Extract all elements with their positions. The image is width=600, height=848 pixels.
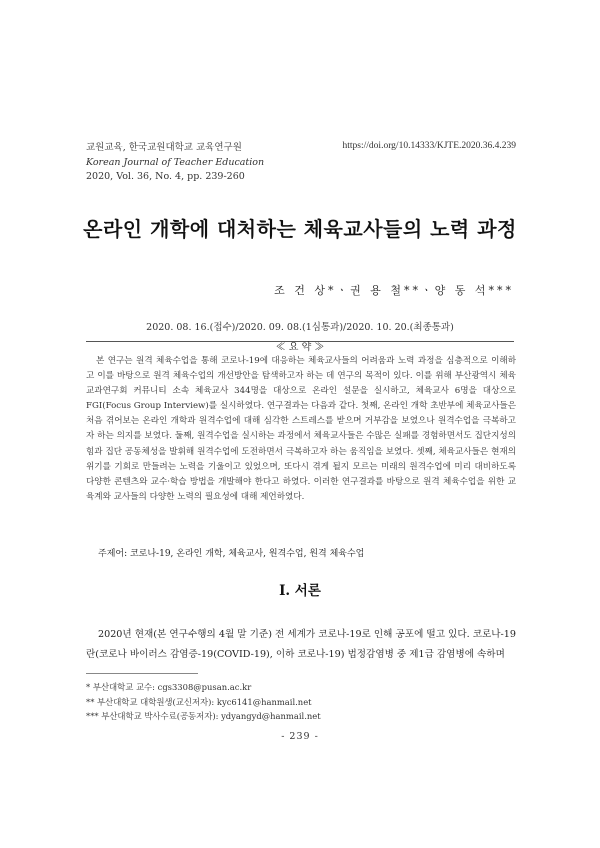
footnote-author-1: * 부산대학교 교수: cgs3308@pusan.ac.kr [86,682,252,692]
abstract-heading-label: ≪ 요 약 ≫ [270,342,331,353]
journal-name-korean: 교원교육, 한국교원대학교 교육연구원 [86,142,242,153]
footnote-author-2: ** 부산대학교 대학원생(교신저자): kyc6141@hanmail.net [86,696,312,707]
journal-info [86,141,264,185]
paper-title: 온라인 개학에 대처하는 체육교사들의 노력 과정 [83,217,517,241]
submission-dates: 2020. 08. 16.(접수)/2020. 09. 08.(1심통과)/2020. 10. 20.(최종통과) [146,322,454,333]
journal-name-english: Korean Journal of Teacher Education [86,156,265,168]
abstract-heading [0,335,600,354]
journal-volume: 2020, Vol. 36, No. 4, pp. 239-260 [86,171,245,183]
body-paragraph: 2020년 현재(본 연구수행의 4월 말 기준) 전 세계가 코로나-19로 인해 공포에 떨고 있다. 코로나-19 란(코로나 바이러스 감염증-19(COVID-19), 이하 코로나-19) 법정감염병 중 제1급 감염병에 속하며 [86,629,516,660]
abstract-text: 본 연구는 원격 체육수업을 통해 코로나-19에 대응하는 체육교사들의 어려움과 노력 과정을 심층적으로 이해하고 이를 바탕으로 원격 체육수업의 개선방안을 탐색하고자 하는 데 연구의 목적이 있다. 이를 위해 부산광역시 체육교과연구회 커뮤니티 소속 체육교사 344명을 대상으로 온라인 설문을 실시하고, 체육교사 6명을 대상으로 FGI(Focus Group Interview)를 실시하였다. 연구결과는 다음과 같다. 첫째, 온라인 개학 초반부에 체육교사들은 처음 겪어보는 온라인 개학과 원격수업에 대해 심각한 스트레스를 받으며 거부감을 보였으나 원격수업을 극복하고자 하는 의지를 보였다. 둘째, 원격수업을 실시하는 과정에서 체육교사들은 수많은 실패를 경험하면서도 집단지성의 힘과 집단 공동체성을 발휘해 원격수업에 도전하면서 극복하고자 하는 움직임을 보였다. 셋째, 체육교사들은 현재의 위기를 기회로 만들려는 노력을 기울이고 있었으며, 또다시 겪게 될지 모르는 미래의 원격수업에 미리 대비하도록 다양한 콘텐츠와 교수·학습 방법을 개발해야 한다고 하였다. 이러한 연구결과를 바탕으로 원격 체육수업을 위한 교육계와 교사들의 다양한 노력의 필요성에 대해 제언하였다. [86,356,516,502]
page-number: - 239 - [281,731,319,742]
keywords: 주제어: 코로나-19, 온라인 개학, 체육교사, 원격수업, 원격 체육수업 [98,549,365,559]
authors: 조 건 상*ㆍ권 용 철**ㆍ양 동 석*** [274,284,514,297]
footnote-divider [86,673,198,674]
doi-link[interactable]: https://doi.org/10.14333/KJTE.2020.36.4.239 [342,141,516,151]
section-title-introduction: Ⅰ. 서론 [279,583,321,599]
footnotes [86,680,321,724]
footnote-author-3: *** 부산대학교 박사수료(공동저자): ydyangyd@hanmail.net [86,711,321,722]
